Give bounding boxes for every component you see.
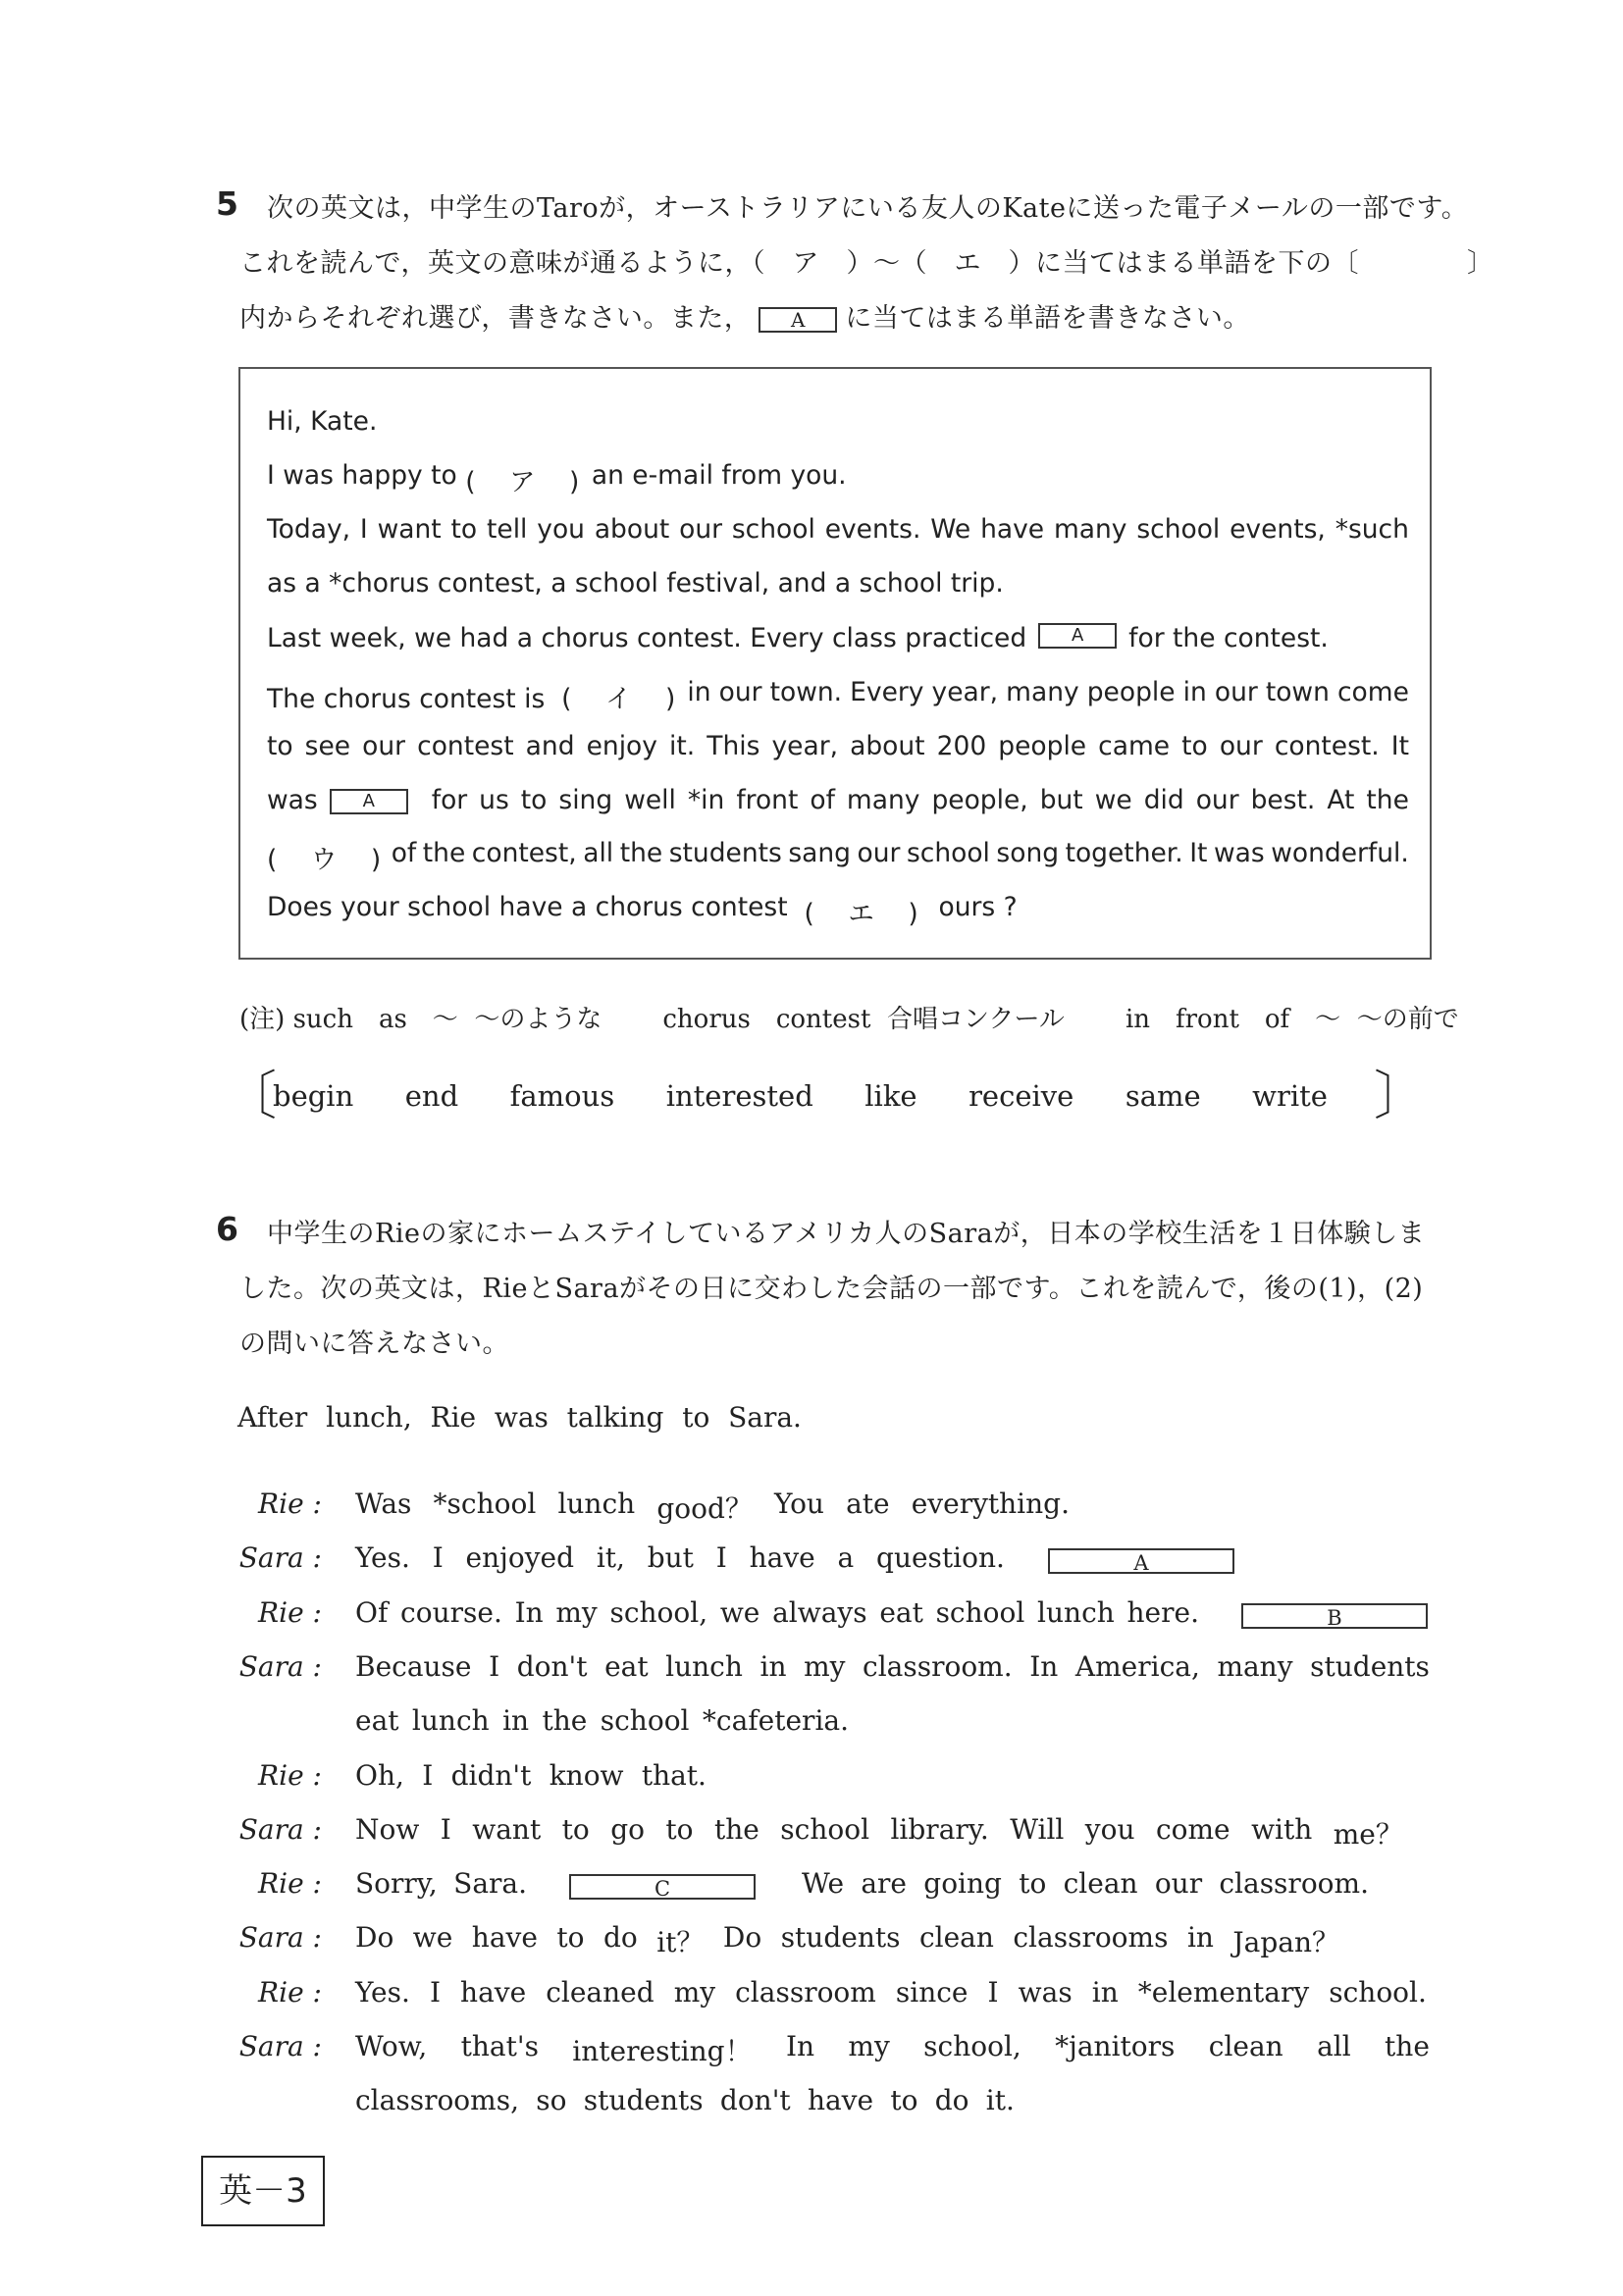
dialogue-word: have [471,1921,538,1955]
email-word: school [731,514,815,545]
dialogue-word: Wow, [355,2030,428,2062]
dialogue-word: but [647,1541,694,1575]
email-word: Today, [267,514,351,545]
email-word: school [906,838,990,868]
dialogue-word: eat [604,1649,649,1683]
email-word: we [1094,785,1132,815]
email-word: our [362,731,406,761]
dialogue-word: question. [876,1541,1005,1575]
email-word: us [479,785,509,815]
dialogue-word: school [600,1704,690,1738]
word-choice: like [864,1079,917,1113]
dialogue-word: a [837,1541,855,1575]
dialogue-word: eat [355,1704,399,1738]
email-word: year, [771,731,839,761]
dialogue-word: Will [1010,1812,1065,1846]
email-word: At [1327,785,1355,815]
email-word: many [846,785,920,815]
email-word: We [930,514,971,545]
email-line-8 [267,785,1409,815]
dialogue-word: didn't [450,1758,532,1792]
dialogue-word: classrooms, [355,2084,519,2117]
note-chorus-contest-jp: 合唱コンクール [886,1005,1065,1034]
page-label: 英－3 [201,2156,325,2226]
dialogue-word: classroom [735,1975,876,2009]
word-choice: famous [509,1079,615,1113]
dialogue-blank-b: B [1241,1603,1428,1629]
dialogue-word: clean [918,1921,994,1955]
dialogue-word: in [759,1649,787,1683]
dialogue-word: was [1018,1975,1073,2009]
intro-word: After [237,1401,308,1434]
speaker-label: Rie : [258,1595,322,1629]
email-word: contest. [1274,731,1380,761]
email-word: town [1265,677,1330,707]
dialogue-word: lunch [557,1487,636,1520]
email-word: our [1195,785,1239,815]
email-word: people [1086,677,1176,707]
email-word: about [850,731,925,761]
dialogue-line [355,1487,1070,1527]
dialogue-word: don't [516,1649,588,1683]
email-word: come [1336,677,1409,707]
speaker-label: Sara : [238,1812,322,1846]
email-word: our [1214,677,1258,707]
dialogue-word: I [429,1975,441,2009]
email-word: the [619,838,663,868]
email-word: *such [1335,514,1409,545]
dialogue-word: it. [985,2084,1015,2117]
word-choice: end [404,1079,459,1113]
dialogue-word: Sara. [453,1867,527,1901]
dialogue-word: course. [400,1595,502,1629]
dialogue-word: Because [355,1649,472,1683]
dialogue-word: it, [596,1541,625,1575]
dialogue-word: so [536,2084,567,2117]
email-word: events. [824,514,921,545]
dialogue-line [355,2030,1430,2069]
note-such-as-jp: ～のような [474,1005,602,1034]
dialogue-word: I [432,1541,444,1575]
dialogue-word: I [715,1541,727,1575]
dialogue-word: school, [923,2030,1021,2062]
email-word: people [998,731,1087,761]
email-word: our [1219,731,1263,761]
dialogue-word: in [1186,1921,1214,1955]
dialogue-word: school. [1329,1975,1427,2009]
email-word: school [1136,514,1221,545]
dialogue-word: in [1091,1975,1119,2009]
dialogue-word: library. [890,1812,989,1846]
dialogue-word: school, [609,1595,708,1629]
dialogue-word: cleaned [546,1975,654,2009]
email-word: our [718,677,762,707]
q5-instr-text-b: に当てはまる単語を書きなさい。 [845,303,1250,334]
dialogue-word: our [1154,1867,1203,1901]
dialogue-word: have [460,1975,527,2009]
email-word: I [359,514,368,545]
email-l6-text-a: The chorus contest is [267,684,546,714]
dialogue-word: want [472,1812,542,1846]
email-word: tell [487,514,528,545]
dialogue-word: that's [460,2030,539,2062]
email-word: the [422,838,466,868]
dialogue-word: that. [641,1758,707,1792]
dialogue-word: good？ [656,1492,753,1525]
email-word: enjoy [586,731,657,761]
email-word: many [1006,677,1079,707]
email-word: of [810,785,835,815]
email-word: but [1039,785,1083,815]
dialogue-word: many [1217,1649,1293,1683]
email-box [238,367,1432,960]
notes-label: (注) [239,1005,286,1034]
email-word: contest, [471,838,577,868]
dialogue-word: Was [355,1487,412,1520]
dialogue-word: my [804,1649,846,1683]
email-line-4: as a *chorus contest, a school festival, and a school trip. [267,568,1004,599]
email-blank-a-1: A [1038,623,1117,649]
email-word: the [1366,785,1409,815]
email-word: students [668,838,782,868]
dialogue-line [355,1976,1427,2009]
email-line-6 [267,677,1409,715]
q5-instr-text-a: 内からそれぞれ選び，書きなさい。また， [239,303,752,334]
email-word: It [1390,731,1409,761]
email-l2-text-b: an e-mail from you. [591,460,847,491]
email-word: year, [931,677,999,707]
dialogue-word: since [895,1975,969,2009]
q6-instruction-line1: 中学生のRieの家にホームステイしているアメリカ人のSaraが，日本の学校生活を１日体験しま [267,1219,1426,1249]
email-line-9 [267,838,1409,876]
dialogue-word: are [861,1867,907,1901]
email-word: for [431,785,468,815]
email-word: it. [669,731,696,761]
dialogue-word: classroom. [863,1649,1013,1683]
intro-word: Sara. [728,1401,802,1434]
email-word: to [267,731,293,761]
speaker-label: Rie : [258,1975,322,2009]
dialogue-line [355,1921,1339,1960]
dialogue-word: going [923,1867,1002,1901]
question-5-number: 5 [216,184,238,223]
email-l10-text-b: ours ? [938,892,1018,922]
email-word: did [1143,785,1184,815]
dialogue-word: clean [1063,1867,1138,1901]
dialogue-word: interesting！ [572,2035,753,2067]
dialogue-word: clean [1208,2030,1283,2062]
q5-instruction-line2: これを読んで，英文の意味が通るように，（ ア ）～（ エ ）に当てはまる単語を下の〔 〕 [239,248,1494,279]
note-chorus-contest: chorus contest [662,1005,871,1034]
email-line-2 [267,460,1409,498]
email-word: to [450,514,478,545]
dialogue-word: come [1155,1812,1230,1846]
dialogue-word: to [665,1812,694,1846]
email-word: This [707,731,760,761]
word-choice: write [1252,1079,1328,1113]
dialogue-word: students [780,1921,901,1955]
dialogue-word: In [785,2030,815,2062]
email-word: came [1098,731,1171,761]
email-word: in [687,677,711,707]
dialogue-word: America, [1074,1649,1200,1683]
dialogue-line [355,1867,527,1900]
dialogue-word: enjoyed [465,1541,575,1575]
word-choice: receive [969,1079,1074,1113]
dialogue-word: to [556,1921,585,1955]
email-word: well [624,785,676,815]
email-l10-text-a: Does your school have a chorus contest [267,892,788,922]
word-choices [273,1079,1328,1113]
dialogue-word: don't [719,2084,791,2117]
dialogue-word: always [772,1595,867,1629]
dialogue-line [355,1704,849,1737]
dialogue-word: In [514,1595,544,1629]
dialogue-word: it？ [656,1926,705,1959]
note-in-front-of: in front of ～ [1125,1005,1341,1034]
email-word: sing [558,785,613,815]
email-word: to [520,785,548,815]
email-word: to [1181,731,1208,761]
email-word: and [525,731,575,761]
word-choice: begin [273,1079,354,1113]
dialogue-blank-a: A [1048,1548,1234,1574]
email-l5-text-a: Last week, we had a chorus contest. Every class practiced [267,623,1027,653]
dialogue-word: Do [355,1921,394,1955]
dialogue-word: here. [1126,1595,1199,1629]
dialogue-word: We [802,1867,845,1901]
dialogue-word: eat [879,1595,923,1629]
email-word: about [594,514,670,545]
dialogue-word: go [610,1812,645,1846]
dialogue-word: we [719,1595,760,1629]
email-word: people, [931,785,1028,815]
dialogue-word: lunch [1037,1595,1115,1629]
dialogue-word: everything. [911,1487,1070,1520]
email-word: see [304,731,351,761]
dialogue-word: my [848,2030,890,2062]
dialogue-word: my [673,1975,716,2009]
intro-word: was [494,1401,549,1434]
dialogue-word: students [1310,1649,1430,1683]
blank-i-paren: ( イ ) [561,684,680,714]
dialogue-blank-c: C [569,1874,756,1900]
dialogue-word: Now [355,1812,420,1846]
email-word: want [377,514,442,545]
dialogue-line [355,1813,1403,1852]
intro-word: to [682,1401,710,1434]
dialogue-word: I [422,1758,434,1792]
email-word: our [679,514,723,545]
dialogue-word: In [1029,1649,1059,1683]
dialogue-word: *elementary [1137,1975,1310,2009]
email-word: together. [1065,838,1183,868]
dialogue-word: the [1385,2030,1430,2062]
email-l5-text-b: for the contest. [1128,623,1329,653]
q5-instruction-line3 [239,296,1250,335]
email-word: was [1213,838,1265,868]
dialogue-word: students [583,2084,704,2117]
dialogue-word: have [749,1541,815,1575]
dialogue-word: the [542,1704,588,1738]
dialogue-word: I [987,1975,999,2009]
email-word: Every [850,677,924,707]
note-such-as: such as ～ [292,1005,458,1034]
dialogue-word: do [934,2084,969,2117]
q6-instruction-line3: の問いに答えなさい。 [239,1329,509,1359]
dialogue-word: lunch [665,1649,743,1683]
email-word: events, [1230,514,1326,545]
question-6-number: 6 [216,1210,238,1248]
q5-instruction-line1: 次の英文は，中学生のTaroが，オーストラリアにいる友人のKateに送った電子メールの一部です。 [267,193,1469,224]
dialogue-word: school [935,1595,1025,1629]
email-word: 200 [936,731,987,761]
dialogue-word: with [1251,1812,1313,1846]
dialogue-word: I [440,1812,451,1846]
email-line-10 [267,892,1409,930]
intro-word: Rie [430,1401,477,1434]
email-l2-text-a: I was happy to [267,460,457,491]
dialogue-word: Yes. [355,1541,410,1575]
email-blank-a-2: A [330,789,408,814]
dialogue-word: to [890,2084,918,2117]
dialogue-word: ate [846,1487,890,1520]
dialogue-word: do [602,1921,638,1955]
speaker-label: Rie : [258,1487,322,1520]
email-word: front [736,785,799,815]
email-word: of [391,838,417,868]
dialogue-word: Japan？ [1232,1926,1339,1959]
dialogue-word: to [1019,1867,1047,1901]
dialogue-word: me？ [1333,1817,1403,1851]
dialogue-word: the [713,1812,759,1846]
dialogue-word: Do [722,1921,762,1955]
dialogue-word: *janitors [1055,2030,1176,2062]
dialogue-word: Oh, [355,1758,404,1792]
dialogue-word: school [780,1812,870,1846]
email-word: our [857,838,901,868]
note-in-front-of-jp: ～の前で [1356,1005,1459,1034]
blank-a-paren: ( ア ) [465,467,584,497]
dialogue-word: *school [433,1487,537,1520]
email-l6-head [267,677,679,715]
speaker-label: Rie : [258,1758,322,1792]
dialogue-word: classrooms [1013,1921,1169,1955]
dialogue-word: lunch [411,1704,490,1738]
email-word: you [537,514,585,545]
email-word: song [996,838,1060,868]
email-word: all [583,838,614,868]
dialogue-word: Of [355,1595,389,1629]
email-word: contest [417,731,514,761]
choices-bracket-open: 〔 [224,1065,277,1126]
email-word: have [980,514,1045,545]
dialogue-word: know [549,1758,624,1792]
email-line-5 [267,623,1409,653]
email-word: in [1182,677,1207,707]
intro-word: talking [566,1401,664,1434]
dialogue-word: you [1084,1812,1135,1846]
email-word: many [1053,514,1127,545]
email-word: wonderful. [1271,838,1409,868]
dialogue-word: *cafeteria. [702,1704,849,1738]
dialogue-intro [237,1401,802,1434]
dialogue-word: I [489,1649,500,1683]
speaker-label: Sara : [238,1921,322,1955]
dialogue-line [355,1759,707,1792]
dialogue-word: classroom. [1219,1867,1369,1901]
email-word: It [1189,838,1208,868]
email-l8-text-a: was [267,785,318,815]
dialogue-word: Sorry, [355,1867,438,1901]
email-word: sang [788,838,851,868]
speaker-label: Rie : [258,1867,322,1901]
word-choice: interested [665,1079,813,1113]
dialogue-line [355,1650,1430,1683]
dialogue-word: in [502,1704,530,1738]
dialogue-word: have [807,2084,874,2117]
dialogue-word: to [561,1812,590,1846]
dialogue-word: You [774,1487,824,1520]
blank-u-paren: ( ウ ) [267,845,386,875]
word-choice: same [1125,1079,1201,1113]
email-word: *in [687,785,725,815]
speaker-label: Sara : [238,1541,322,1575]
intro-word: lunch, [326,1401,412,1434]
q5-instr-blank-box: A [759,307,837,333]
email-word: best. [1250,785,1316,815]
dialogue-word: all [1317,2030,1351,2062]
blank-e-paren: ( エ ) [804,899,922,929]
email-greeting: Hi, Kate. [267,406,378,437]
dialogue-word: Yes. [355,1975,410,2009]
dialogue-line [355,1596,1199,1629]
email-word: town. [769,677,843,707]
dialogue-line-continued [802,1867,1369,1900]
dialogue-line [355,2084,1015,2116]
speaker-label: Sara : [238,2030,322,2062]
choices-bracket-close: 〕 [1374,1065,1427,1126]
email-line-7 [267,731,1409,761]
speaker-label: Sara : [238,1649,322,1683]
email-l8-head [267,785,420,815]
dialogue-line [355,1541,1005,1574]
email-line-3 [267,514,1409,545]
dialogue-word: my [555,1595,598,1629]
dialogue-word: we [412,1921,453,1955]
q6-instruction-line2: した。次の英文は，RieとSaraがその日に交わした会話の一部です。これを読んで，後の(1)，(2) [239,1274,1424,1304]
notes-line [239,999,1459,1035]
